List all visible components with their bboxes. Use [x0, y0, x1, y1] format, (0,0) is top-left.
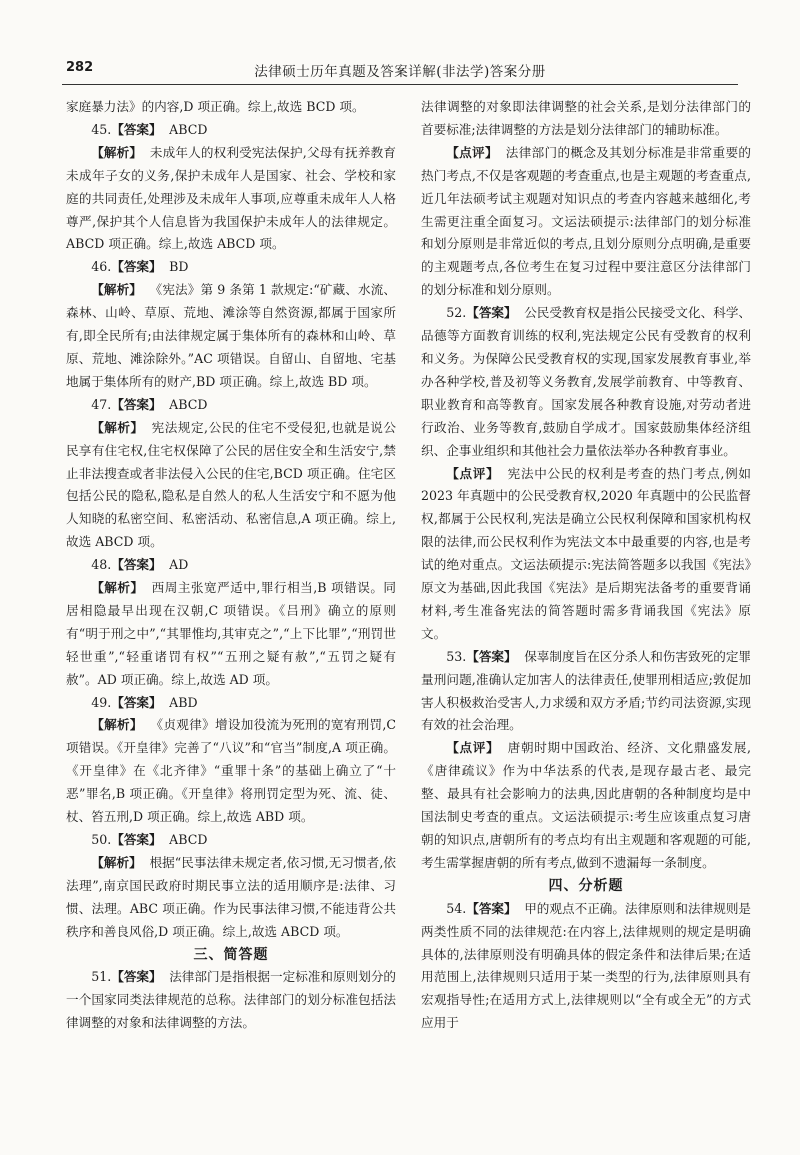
answer-tag: 【答案】 [111, 557, 162, 573]
answer-tag: 【答案】 [111, 832, 162, 847]
left-column [66, 96, 396, 1035]
question-number: 51. [91, 969, 112, 985]
answer-paragraph [66, 966, 396, 1035]
note-paragraph [66, 577, 396, 692]
note-paragraph [66, 714, 396, 829]
note-tag: 【点评】 [446, 740, 500, 756]
paragraph-text: 未成年人的权利受宪法保护,父母有抚养教育未成年子女的义务,保护未成年人是国家、社会、学校和家庭的共同责任,处理涉及未成年人事项,应尊重未成年人人格尊严,保护其个人信息皆为我国保护未成年人的法律规定。ABCD 项正确。综上,故选 ABCD 项。 [66, 144, 396, 252]
answer-tag: 【答案】 [111, 694, 162, 710]
answer-paragraph [66, 829, 396, 852]
answer-paragraph [66, 119, 396, 142]
paragraph-text: 《宪法》第 9 条第 1 款规定:“矿藏、水流、森林、山岭、草原、荒地、滩涂等自然资源,都属于国家所有,即全民所有;由法律规定属于集体所有的森林和山岭、草原、荒地、滩涂除外。”AC 项错误。自留山、自留地、宅基地属于集体所有的财产,BD 项正确。综上,故选 BD 项。 [66, 282, 396, 389]
answer-paragraph [66, 394, 396, 417]
running-title: 法律硕士历年真题及答案详解(非法学)答案分册 [254, 64, 546, 80]
note-paragraph [421, 142, 751, 302]
note-tag: 【解析】 [91, 144, 143, 160]
note-tag: 【点评】 [446, 144, 498, 160]
answer-tag: 【答案】 [111, 121, 162, 137]
paragraph-text: 甲的观点不正确。法律原则和法律规则是两类性质不同的法律规范:在内容上,法律规则的规定是明确具体的,法律原则没有明确具体的假定条件和法律后果;在适用范围上,法律规则只适用于某一类型的行为,法律原则具有宏观指导性;在适用方式上,法律规则以“全有或全无”的方式应用于 [421, 900, 752, 1031]
answer-paragraph [66, 554, 396, 577]
note-paragraph [66, 142, 396, 257]
note-paragraph [421, 737, 751, 874]
page-number: 282 [66, 60, 94, 75]
paragraph-text: 宪法规定,公民的住宅不受侵犯,也就是说公民享有住宅权,住宅权保障了公民的居住安全和生活安宁,禁止非法搜查或者非法侵入公民的住宅,BCD 项正确。住宅区包括公民的隐私,隐私是自然人的私人生活安宁和不愿为他人知晓的私密空间、私密活动、私密信息,A 项正确。综上,故选 ABCD 项。 [66, 419, 396, 550]
note-paragraph [66, 417, 396, 554]
answer-paragraph [421, 302, 751, 462]
note-tag: 【解析】 [91, 854, 142, 870]
question-number: 50. [91, 832, 112, 847]
paragraph-continuation: 家庭暴力法》的内容,D 项正确。综上,故选 BCD 项。 [66, 99, 365, 114]
section-heading: 三、简答题 [193, 946, 269, 963]
answer-paragraph [421, 898, 751, 1035]
paragraph-text: 西周主张宽严适中,罪行相当,B 项错误。同居相隐最早出现在汉朝,C 项错误。《吕刑》确立的原则有“明于刑之中”,“其罪惟均,其审克之”,“上下比罪”,“刑罚世轻世重”,“轻重诸罚有权”“五刑之疑有赦”,“五罚之疑有赦”。AD 项正确。综上,故选 AD 项。 [66, 580, 397, 687]
paragraph-text: 法律部门的概念及其划分标准是非常重要的热门考点,不仅是客观题的考查重点,也是主观题的考查重点,近几年法硕考试主观题对知识点的考查内容越来越细化,考生需更注重全面复习。文运法硕提示:法律部门的划分标准和划分原则是非常近似的考点,且划分原则分点明确,是重要的主观题考点,各位考生在复习过程中要注意区分法律部门的划分标准和划分原则。 [421, 144, 752, 298]
answer-paragraph [421, 646, 751, 738]
section-heading: 四、分析题 [548, 877, 624, 894]
question-number: 49. [91, 694, 112, 710]
paragraph-text: 公民受教育权是指公民接受文化、科学、品德等方面教育训练的权利,宪法规定公民有受教育的权利和义务。为保障公民受教育权的实现,国家发展教育事业,举办各种学校,普及初等义务教育,发展学前教育、中等教育、职业教育和高等教育。国家发展各种教育设施,对劳动者进行政治、业务等教育,鼓励自学成才。国家鼓励集体经济组织、企事业组织和其他社会力量依法举办各种教育事业。 [421, 305, 752, 458]
note-tag: 【点评】 [446, 465, 500, 481]
page-header [62, 58, 738, 85]
paragraph-continuation: 法律调整的对象即法律调整的社会关系,是划分法律部门的首要标准;法律调整的方法是划分法律部门的辅助标准。 [421, 99, 751, 137]
answer-tag: 【答案】 [111, 969, 162, 985]
question-number: 53. [446, 648, 467, 664]
answer-paragraph [66, 256, 396, 279]
paragraph-text: 法律部门是指根据一定标准和原则划分的一个国家同类法律规范的总称。法律部门的划分标准包括法律调整的对象和法律调整的方法。 [66, 969, 397, 1031]
note-tag: 【解析】 [91, 717, 143, 733]
note-paragraph [421, 463, 751, 646]
answer-paragraph [66, 692, 396, 715]
paragraph-text: ABCD [169, 832, 208, 847]
answer-tag: 【答案】 [111, 259, 162, 275]
note-paragraph [66, 279, 396, 394]
paragraph-text: 根据“民事法律未规定者,依习惯,无习惯者,依法理”,南京国民政府时期民事立法的适用顺序是:法律、习惯、法理。ABC 项正确。作为民事法律习惯,不能违背公共秩序和善良风俗,D 项正确。综上,故选 ABCD 项。 [66, 854, 397, 939]
question-number: 48. [91, 557, 112, 573]
note-paragraph [66, 852, 396, 944]
paragraph-text: 宪法中公民的权利是考查的热门考点,例如 2023 年真题中的公民受教育权,2020 年真题中的公民监督权,都属于公民权利,宪法是确立公民权利保障和国家机构权限的法律,而公民权利作为宪法文本中最重要的内容,也是考试的绝对重点。文运法硕提示:宪法简答题多以我国《宪法》原文为基础,因此我国《宪法》是后期宪法备考的重要背诵材料,考生准备宪法的简答题时需多背诵我国《宪法》原文。 [421, 465, 752, 641]
answer-tag: 【答案】 [466, 900, 517, 916]
question-number: 47. [91, 396, 112, 412]
paragraph-text: BD [169, 259, 189, 275]
answer-tag: 【答案】 [466, 305, 517, 321]
note-tag: 【解析】 [91, 282, 142, 298]
answer-tag: 【答案】 [111, 396, 162, 412]
question-number: 54. [446, 900, 467, 916]
paragraph-text: 保辜制度旨在区分杀人和伤害致死的定罪量刑问题,准确认定加害人的法律责任,使罪刑相适应;敦促加害人积极救治受害人,力求缓和双方矛盾;节约司法资源,实现有效的社会治理。 [421, 648, 752, 733]
answer-tag: 【答案】 [466, 648, 517, 664]
note-tag: 【解析】 [91, 419, 144, 435]
paragraph-text: ABCD [169, 121, 208, 137]
paragraph-text: 《贞观律》增设加役流为死刑的宽宥刑罚,C 项错误。《开皇律》完善了“八议”和“官当”制度,A 项正确。《开皇律》在《北齐律》“重罪十条”的基础上确立了“十恶”罪名,B 项正确。《开皇律》将刑罚定型为死、流、徒、杖、笞五刑,D 项正确。综上,故选 ABD 项。 [66, 717, 397, 825]
note-tag: 【解析】 [91, 580, 144, 596]
paragraph-text: AD [169, 557, 189, 573]
paragraph-text: ABCD [169, 396, 208, 412]
question-number: 52. [446, 305, 467, 321]
right-column [421, 96, 751, 1035]
question-number: 46. [91, 259, 112, 275]
paragraph-text: 唐朝时期中国政治、经济、文化鼎盛发展,《唐律疏议》作为中华法系的代表,是现存最古老、最完整、最具有社会影响力的法典,因此唐朝的各种制度均是中国法制史考查的重点。文运法硕提示:考生应该重点复习唐朝的知识点,唐朝所有的考点均有出主观题和客观题的可能,考生需掌握唐朝的所有考点,做到不遗漏每一条制度。 [421, 740, 752, 870]
paragraph-text: ABD [169, 694, 198, 710]
question-number: 45. [91, 121, 112, 137]
